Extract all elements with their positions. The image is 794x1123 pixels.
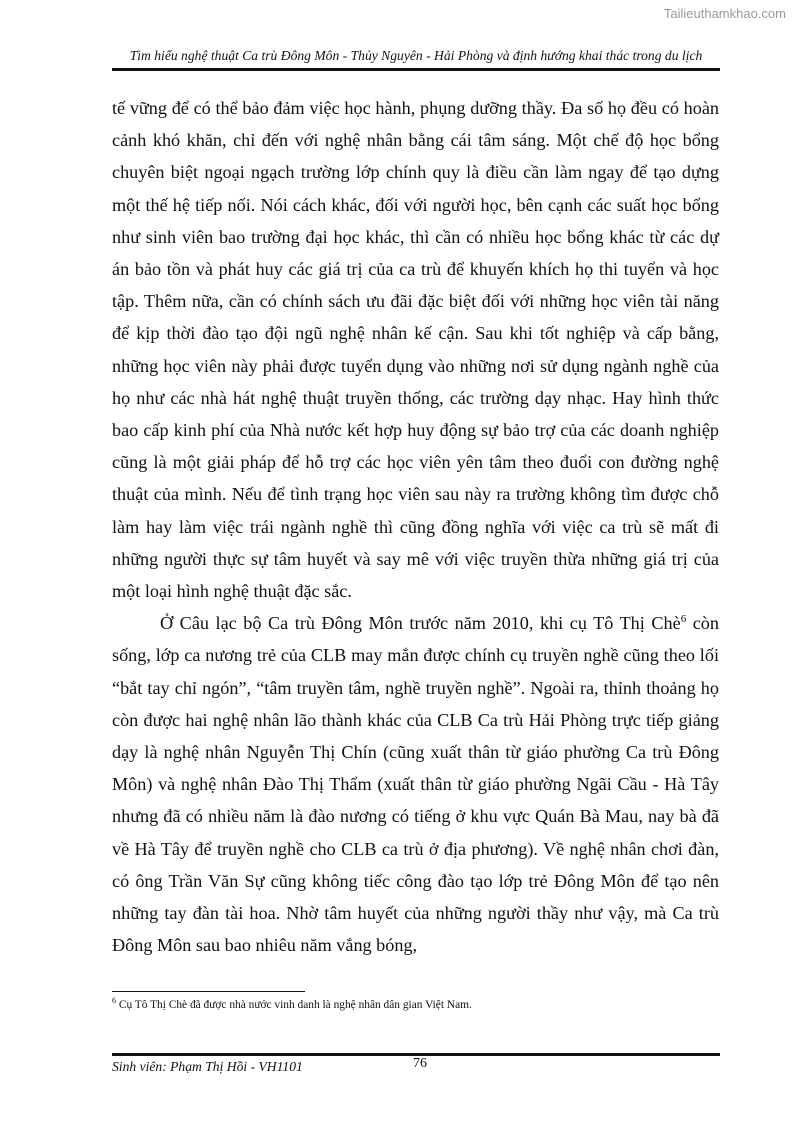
paragraph-2-start: Ở Câu lạc bộ Ca trù Đông Môn trước năm 2010, khi cụ Tô Thị Chè <box>160 613 681 634</box>
footnote <box>112 996 720 1011</box>
footnote-separator <box>112 991 305 992</box>
footnote-text: Cụ Tô Thị Chè đã được nhà nước vinh danh là nghệ nhân dân gian Việt Nam. <box>116 999 472 1011</box>
paragraph-1: tế vững để có thể bảo đảm việc học hành, phụng dưỡng thầy. Đa số họ đều có hoàn cảnh khó khăn, chỉ đến với nghệ nhân bằng cái tâm sáng. Một chế độ học bổng chuyên biệt ngoại ngạch trường lớp chính quy là điều cần làm ngay để tạo dựng một thế hệ tiếp nối. Nói cách khác, đối với người học, bên cạnh các suất học bổng như sinh viên bao trường đại học khác, thì cần có nhiều học bổng khác từ các dự án bảo tồn và phát huy các giá trị của ca trù để khuyến khích họ thi tuyển và học tập. Thêm nữa, cần có chính sách ưu đãi đặc biệt đối với những học viên tài năng để kịp thời đào tạo đội ngũ nghệ nhân kế cận. Sau khi tốt nghiệp và cấp bằng, những học viên này phải được tuyển dụng vào những nơi sử dụng ngành nghề của họ như các nhà hát nghệ thuật truyền thống, các trường dạy nhạc. Hay hình thức bao cấp kinh phí của Nhà nước kết hợp huy động sự bảo trợ của các doanh nghiệp cũng là một giải pháp để hỗ trợ các học viên yên tâm theo đuổi con đường nghệ thuật của mình. Nếu để tình trạng học viên sau này ra trường không tìm được chỗ làm hay làm việc trái ngành nghề thì cũng đồng nghĩa với việc ca trù sẽ mất đi những người thực sự tâm huyết và say mê với việc truyền thừa những giá trị của một loại hình nghệ thuật đặc sắc. <box>112 98 719 602</box>
running-header: Tìm hiểu nghệ thuật Ca trù Đông Môn - Thủy Nguyên - Hải Phòng và định hướng khai thác trong du lịch <box>129 48 703 63</box>
page-number: 76 <box>413 1056 427 1071</box>
footer-student: Sinh viên: Phạm Thị Hồi - VH1101 <box>112 1059 303 1074</box>
paragraph-2-rest: còn sống, lớp ca nương trẻ của CLB may mắn được chính cụ truyền nghề cũng theo lối “bắt tay chỉ ngón”, “tâm truyền tâm, nghề truyền nghề”. Ngoài ra, thỉnh thoảng họ còn được hai nghệ nhân lão thành khác của CLB Ca trù Hải Phòng trực tiếp giảng dạy là nghệ nhân Nguyễn Thị Chín (cũng xuất thân từ giáo phường Ca trù Đông Môn) và nghệ nhân Đào Thị Thẩm (xuất thân từ giáo phường Ngãi Cầu - Hà Tây nhưng đã có nhiều năm là đào nương có tiếng ở khu vực Quán Bà Mau, nay bà đã về Hà Tây để truyền nghề cho CLB ca trù ở địa phương). Về nghệ nhân chơi đàn, có ông Trần Văn Sự cũng không tiếc công đào tạo lớp trẻ Đông Môn để tạo nên những tay đàn tài hoa. Nhờ tâm huyết của những người thầy như vậy, mà Ca trù Đông Môn sau bao nhiêu năm vắng bóng, <box>112 613 719 956</box>
footnote-reference[interactable]: 6 <box>680 613 687 626</box>
header-rule <box>112 68 720 71</box>
watermark: Tailieuthamkhao.com <box>663 6 786 21</box>
footnote-marker: 6 <box>112 996 116 1006</box>
paragraph-2 <box>112 607 719 961</box>
body-text <box>112 92 719 961</box>
